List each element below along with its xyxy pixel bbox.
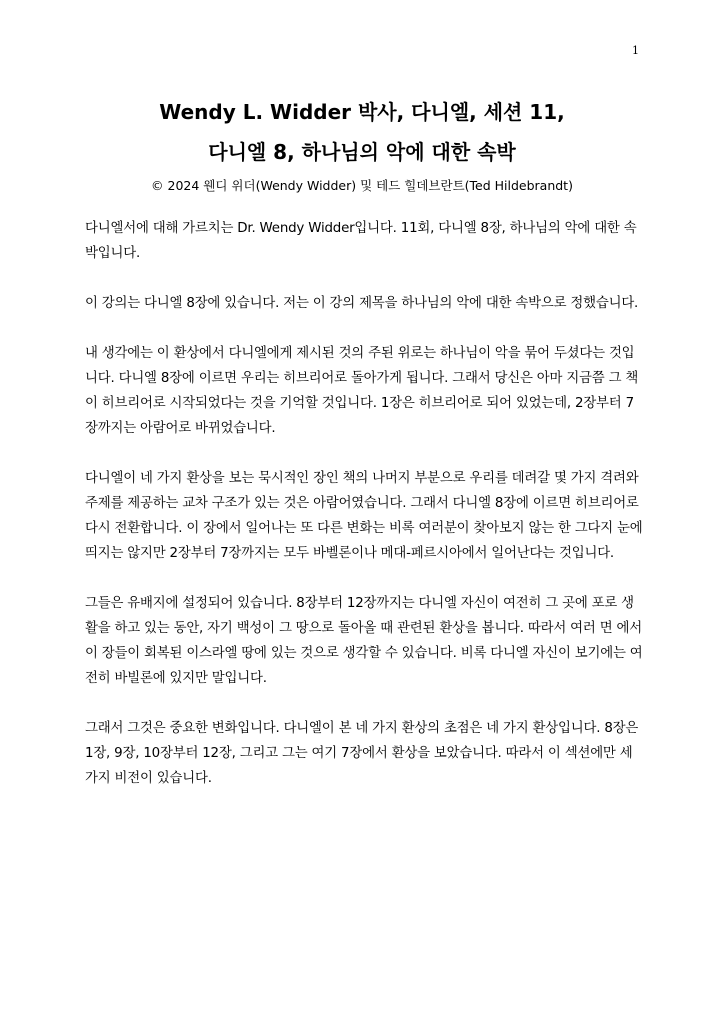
- copyright-line: © 2024 웬디 위더(Wendy Widder) 및 테드 힐데브란트(Ted Hildebrandt): [151, 178, 573, 193]
- title-line-2: 다니엘 8, 하나님의 악에 대한 속박: [208, 140, 516, 164]
- paragraph-1: 다니엘서에 대해 가르치는 Dr. Wendy Widder입니다. 11회, 다니엘 8장, 하나님의 악에 대한 속박입니다.: [85, 221, 637, 261]
- document-body: [85, 216, 645, 816]
- paragraph-3: 내 생각에는 이 환상에서 다니엘에게 제시된 것의 주된 위로는 하나님이 악을 묶어 두셨다는 것입니다. 다니엘 8장에 이르면 우리는 히브리어로 돌아가게 됩니다. 그래서 당신은 아마 지금쯤 그 책이 히브리어로 시작되었다는 것을 기억할 것입니다. 1장은 히브리어로 되어 있었는데, 2장부터 7장까지는 아람어로 바뀌었습니다.: [85, 346, 639, 436]
- paragraph-4: 다니엘이 네 가지 환상을 보는 묵시적인 장인 책의 나머지 부분으로 우리를 데려갈 몇 가지 격려와 주제를 제공하는 교차 구조가 있는 것은 아람어였습니다. 그래서 다니엘 8장에 이르면 히브리어로 다시 전환합니다. 이 장에서 일어나는 또 다른 변화는 비록 여러분이 찾아보지 않는 한 그다지 눈에 띄지는 않지만 2장부터 7장까지는 모두 바벨론이나 메대-페르시아에서 일어난다는 것입니다.: [85, 471, 643, 561]
- paragraph-2: 이 강의는 다니엘 8장에 있습니다. 저는 이 강의 제목을 하나님의 악에 대한 속박으로 정했습니다.: [85, 296, 639, 311]
- paragraph-5: 그들은 유배지에 설정되어 있습니다. 8장부터 12장까지는 다니엘 자신이 여전히 그 곳에 포로 생활을 하고 있는 동안, 자기 백성이 그 땅으로 돌아올 때 관련된 환상을 봅니다. 따라서 여러 면 에서 이 장들이 회복된 이스라엘 땅에 있는 것으로 생각할 수 있습니다. 비록 다니엘 자신이 보기에는 여전히 바빌론에 있지만 말입니다.: [85, 596, 643, 686]
- document-title: [60, 92, 664, 172]
- paragraph-6: 그래서 그것은 중요한 변화입니다. 다니엘이 본 네 가지 환상의 초점은 네 가지 환상입니다. 8장은 1장, 9장, 10장부터 12장, 그리고 그는 여기 7장에서 환상을 보았습니다. 따라서 이 섹션에만 세 가지 비전이 있습니다.: [85, 721, 639, 786]
- title-line-1: Wendy L. Widder 박사, 다니엘, 세션 11,: [159, 100, 565, 124]
- page-number: 1: [632, 44, 639, 57]
